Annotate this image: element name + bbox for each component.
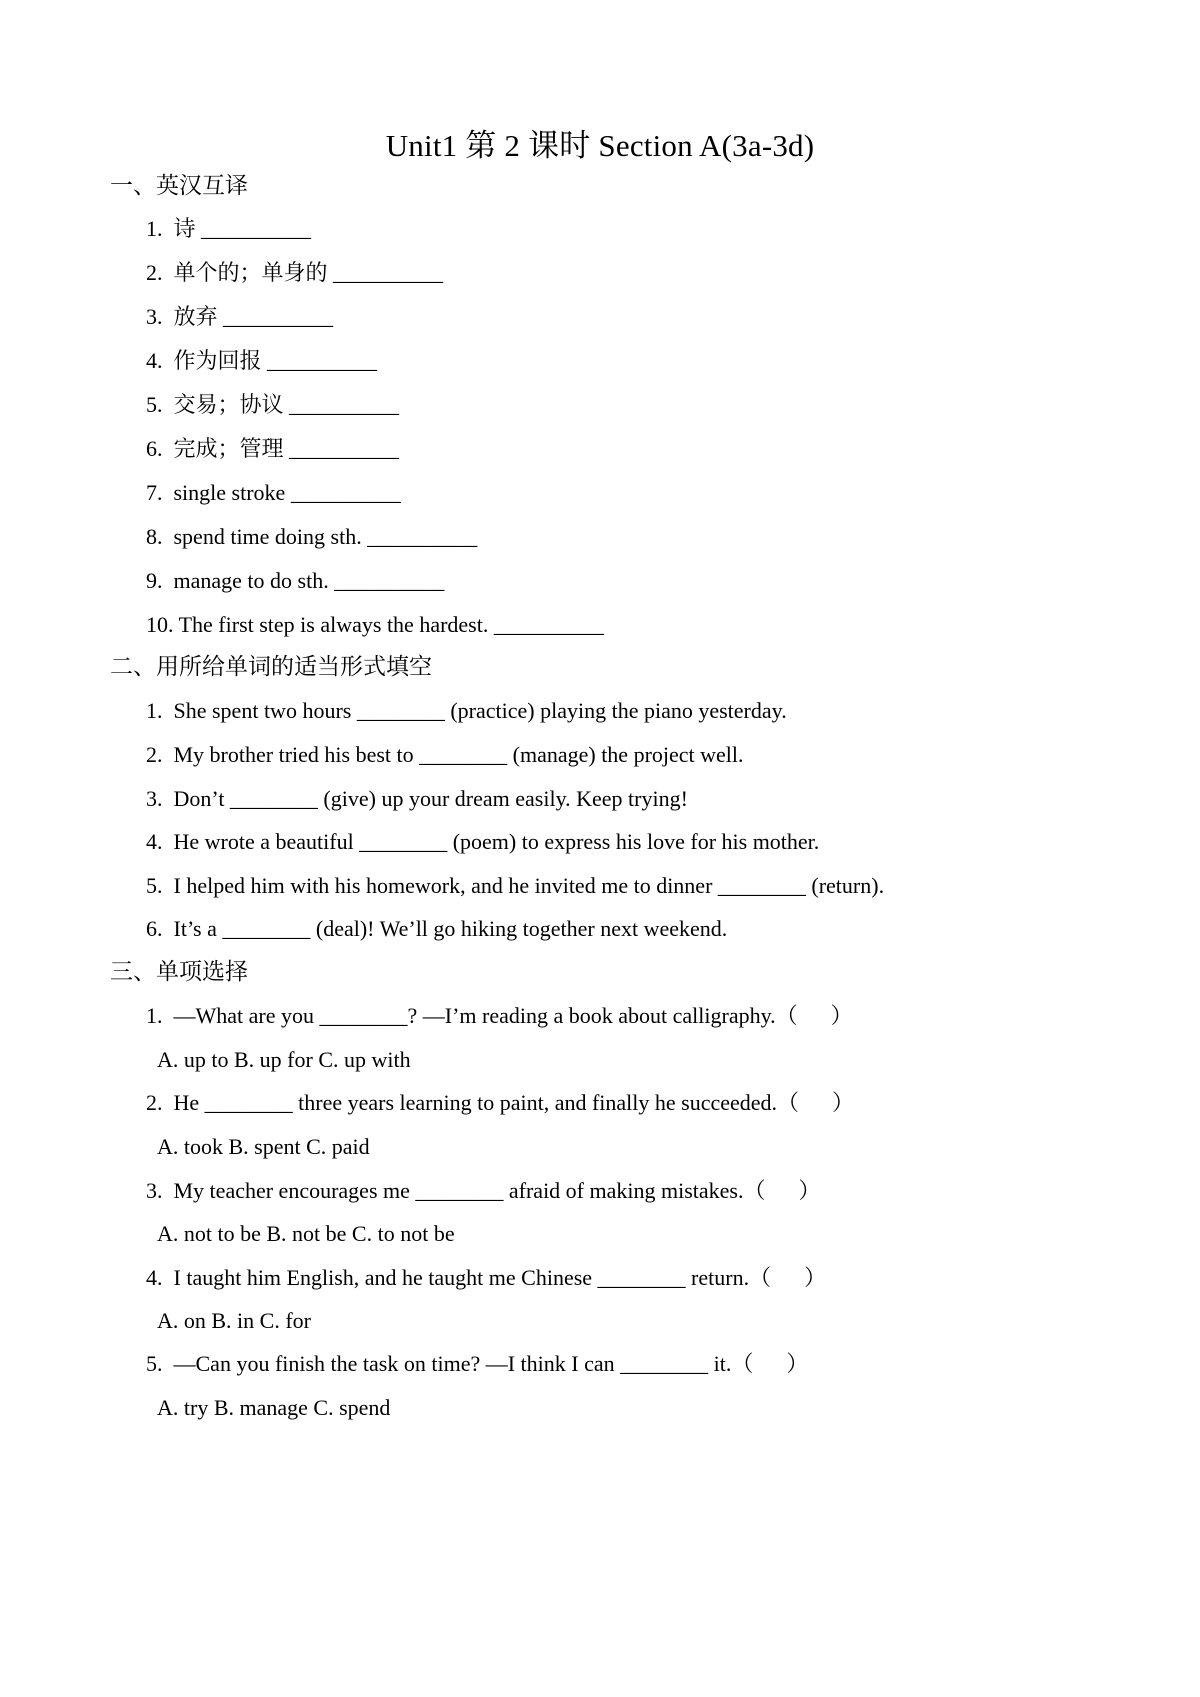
fill-blank-item: 3. Don’t ________ (give) up your dream easily. Keep trying! bbox=[146, 786, 688, 811]
choice-question: 1. —What are you ________? —I’m reading a book about calligraphy.（ ） bbox=[146, 1003, 853, 1028]
translation-item: 2. 单个的；单身的 __________ bbox=[146, 260, 444, 285]
fill-blank-item: 1. She spent two hours ________ (practice) playing the piano yesterday. bbox=[146, 698, 787, 723]
translation-item: 1. 诗 __________ bbox=[146, 216, 312, 241]
section-heading-word-forms: 二、用所给单词的适当形式填空 bbox=[110, 654, 432, 680]
translation-item: 6. 完成；管理 __________ bbox=[146, 436, 400, 461]
fill-blank-item: 5. I helped him with his homework, and he invited me to dinner ________ (return). bbox=[146, 873, 885, 898]
translation-item: 3. 放弃 __________ bbox=[146, 304, 334, 329]
translation-item: 4. 作为回报 __________ bbox=[146, 348, 378, 373]
page-title: Unit1 第 2 课时 Section A(3a-3d) bbox=[385, 128, 815, 163]
choice-question: 2. He ________ three years learning to paint, and finally he succeeded.（ ） bbox=[146, 1090, 855, 1115]
choice-options: A. not to be B. not be C. to not be bbox=[157, 1221, 455, 1246]
choice-options: A. on B. in C. for bbox=[157, 1308, 311, 1333]
section-heading-translation: 一、英汉互译 bbox=[110, 173, 248, 199]
choice-question: 3. My teacher encourages me ________ afraid of making mistakes.（ ） bbox=[146, 1178, 821, 1203]
choice-options: A. took B. spent C. paid bbox=[157, 1134, 370, 1159]
translation-item: 8. spend time doing sth. __________ bbox=[146, 524, 478, 549]
translation-item: 9. manage to do sth. __________ bbox=[146, 568, 445, 593]
choice-question: 4. I taught him English, and he taught me Chinese ________ return.（ ） bbox=[146, 1265, 827, 1290]
choice-question: 5. —Can you finish the task on time? —I think I can ________ it.（ ） bbox=[146, 1351, 809, 1376]
section-heading-multiple-choice: 三、单项选择 bbox=[110, 959, 248, 985]
fill-blank-item: 4. He wrote a beautiful ________ (poem) to express his love for his mother. bbox=[146, 829, 820, 854]
choice-options: A. try B. manage C. spend bbox=[157, 1395, 391, 1420]
translation-item: 7. single stroke __________ bbox=[146, 480, 401, 505]
fill-blank-item: 2. My brother tried his best to ________ (manage) the project well. bbox=[146, 742, 744, 767]
fill-blank-item: 6. It’s a ________ (deal)! We’ll go hiking together next weekend. bbox=[146, 916, 728, 941]
choice-options: A. up to B. up for C. up with bbox=[157, 1047, 411, 1072]
translation-item: 10. The first step is always the hardest. __________ bbox=[146, 612, 604, 637]
translation-item: 5. 交易；协议 __________ bbox=[146, 392, 400, 417]
